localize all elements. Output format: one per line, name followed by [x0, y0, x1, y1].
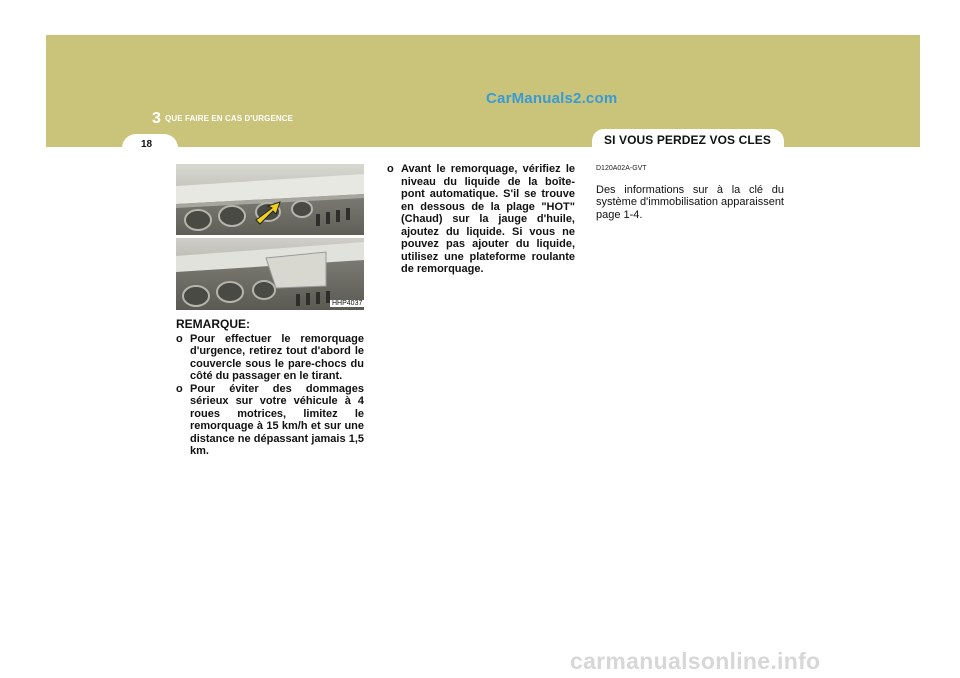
list-item: [176, 383, 364, 458]
chapter-number: 3: [152, 110, 161, 127]
bullet-mark: o: [176, 382, 183, 395]
bullet-text: Pour éviter des dommages sérieux sur votre véhicule à 4 roues motrices, limitez le remorquage à 15 km/h et sur une distance ne dépassant jamais 1,5 km.: [190, 382, 364, 457]
header-band: [46, 35, 920, 147]
watermark-bottom[interactable]: carmanualsonline.info: [570, 648, 821, 674]
remarque-heading: REMARQUE:: [176, 317, 250, 331]
bullet-text: Avant le remorquage, vérifiez le niveau du liquide de la boîte-pont automatique. S'il se trouve en dessous de la plage "HOT" (Chaud) sur la jauge d'huile, ajoutez du liquide. Si vous ne pouvez pas ajouter du liquide, utilisez une plateforme roulante de remorquage.: [401, 163, 575, 275]
watermark-top[interactable]: CarManuals2.com: [486, 90, 618, 107]
section-title: SI VOUS PERDEZ VOS CLES: [604, 133, 772, 147]
bullet-text: Pour effectuer le remorquage d'urgence, retirez tout d'abord le couvercle sous le pare-chocs du côté du passager en le tirant.: [190, 332, 364, 382]
document-code: D120A02A-GVT: [596, 165, 647, 172]
bullet-mark: o: [176, 332, 183, 345]
right-column: [596, 163, 784, 221]
body-text: Des informations sur à la clé du système d'immobilisation apparaissent page 1-4.: [596, 183, 784, 221]
left-column: [176, 318, 364, 458]
figure-photo-top: [176, 164, 364, 235]
bullet-mark: o: [387, 163, 394, 175]
bumper-photo-top: [176, 164, 364, 235]
chapter-title: QUE FAIRE EN CAS D'URGENCE: [165, 114, 294, 123]
figure-code: HHP4037: [332, 300, 363, 307]
middle-column: [387, 163, 575, 276]
list-item: [387, 163, 575, 276]
page-number: 18: [141, 139, 153, 150]
list-item: [176, 333, 364, 383]
